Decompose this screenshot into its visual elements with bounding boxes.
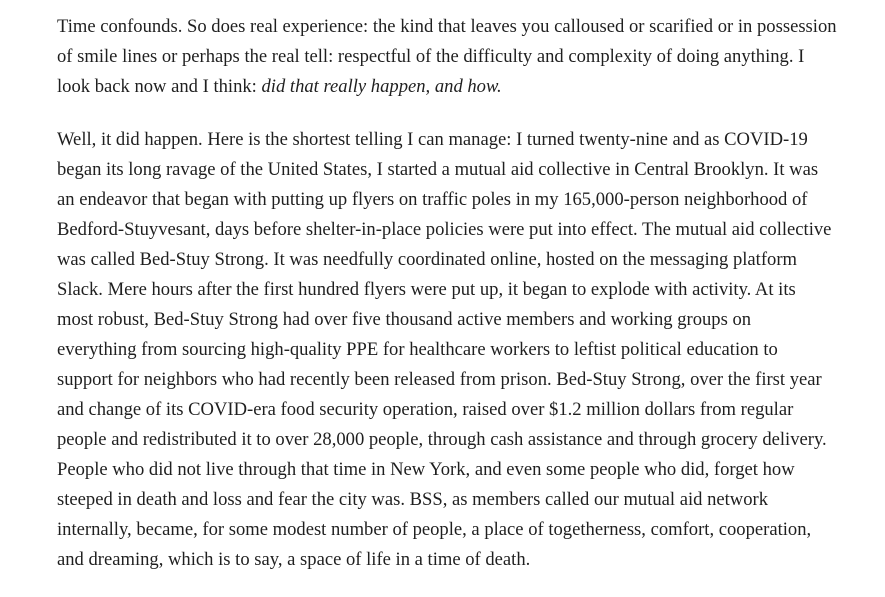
text-line: Bedford-Stuyvesant, days before shelter-in-place policies were put into effect. The mutual aid collective [57, 219, 832, 240]
text-line: most robust, Bed-Stuy Strong had over five thousand active members and working groups on [57, 309, 752, 330]
text-line: began its long ravage of the United States, I started a mutual aid collective in Central Brooklyn. It was [57, 159, 819, 180]
text-line: internally, became, for some modest number of people, a place of togetherness, comfort, cooperation, [57, 519, 812, 540]
text-line: support for neighbors who had recently been released from prison. Bed-Stuy Strong, over the first year [57, 369, 822, 390]
text-line: and change of its COVID-era food security operation, raised over $1.2 million dollars from regular [57, 399, 794, 420]
text-line: Slack. Mere hours after the first hundred flyers were put up, it began to explode with activity. At its [57, 279, 796, 300]
text-line: Time confounds. So does real experience: the kind that leaves you calloused or scarified or in possession [57, 16, 837, 37]
emphasized-question: did that really happen, and how. [261, 76, 502, 97]
text-line: and dreaming, which is to say, a space of life in a time of death. [57, 549, 531, 570]
article-body [57, 12, 857, 575]
text-line: an endeavor that began with putting up flyers on traffic poles in my 165,000-person neighborhood of [57, 189, 808, 210]
paragraph-intro [57, 12, 857, 102]
text-line: of smile lines or perhaps the real tell: respectful of the difficulty and complexity of doing anything. I [57, 46, 805, 67]
text-line: everything from sourcing high-quality PPE for healthcare workers to leftist political education to [57, 339, 778, 360]
paragraph-story [57, 125, 857, 575]
text-line: people and redistributed it to over 28,000 people, through cash assistance and through grocery delivery. [57, 429, 827, 450]
text-line: Well, it did happen. Here is the shortest telling I can manage: I turned twenty-nine and as COVID-19 [57, 129, 808, 150]
text-line: steeped in death and loss and fear the city was. BSS, as members called our mutual aid network [57, 489, 769, 510]
text-line-prefix: look back now and I think: [57, 76, 262, 97]
text-line [57, 72, 857, 102]
text-line: People who did not live through that time in New York, and even some people who did, forget how [57, 459, 795, 480]
text-line: was called Bed-Stuy Strong. It was needfully coordinated online, hosted on the messaging platform [57, 249, 797, 270]
